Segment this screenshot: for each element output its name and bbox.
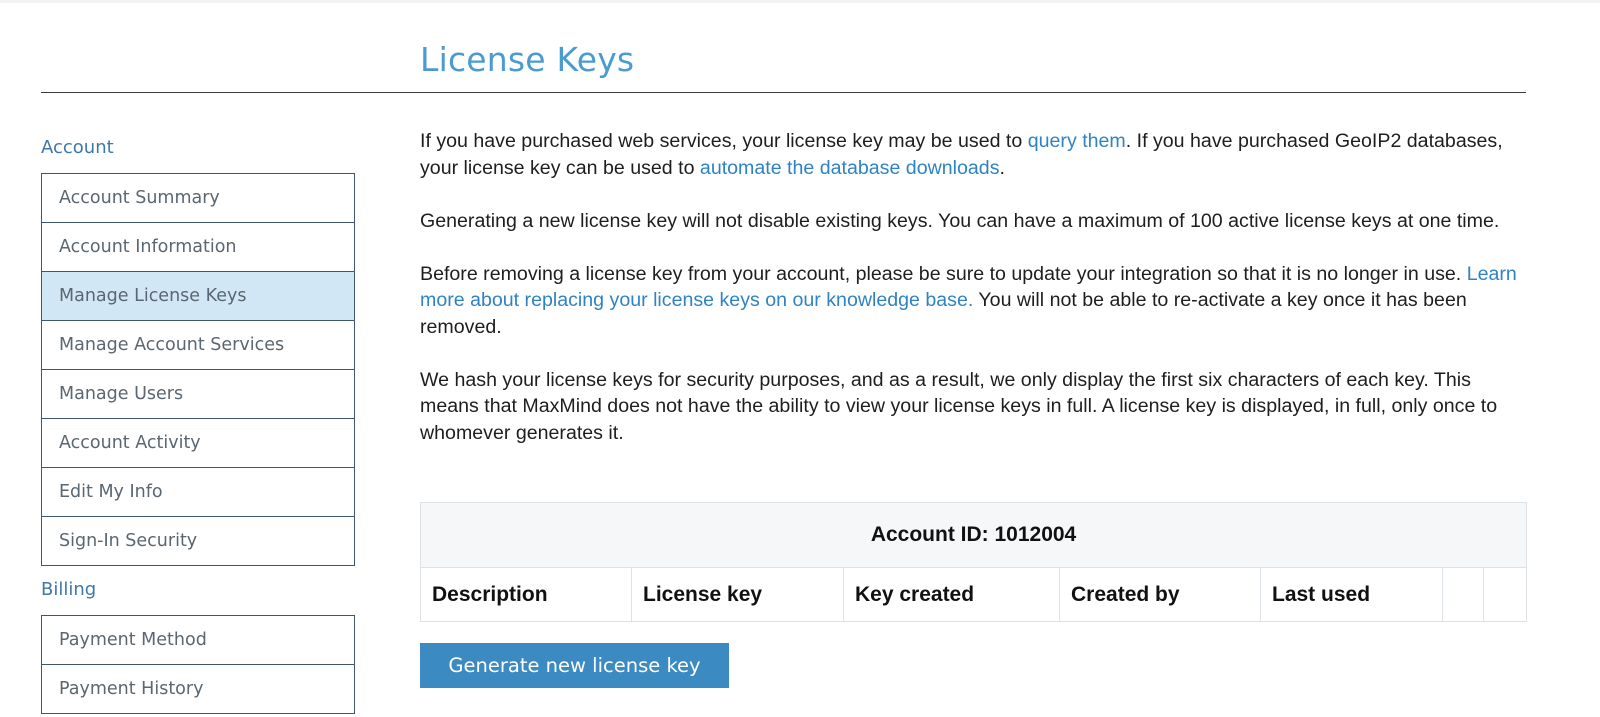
sidebar-item-manage-account-services[interactable]: Manage Account Services	[42, 320, 354, 369]
knowledge-base-link[interactable]: Learn more about replacing your license keys on our knowledge base.	[420, 262, 1517, 311]
account-id-header: Account ID: 1012004	[421, 503, 1527, 568]
column-header-description: Description	[421, 568, 632, 622]
automate-downloads-link[interactable]: automate the database downloads	[699, 156, 1000, 179]
intro-paragraph	[420, 128, 1526, 181]
column-header-created-by: Created by	[1060, 568, 1261, 622]
top-shade	[0, 0, 1600, 3]
sidebar-item-payment-history[interactable]: Payment History	[42, 664, 354, 713]
column-header-last-used: Last used	[1261, 568, 1443, 622]
query-them-link[interactable]: query them	[1027, 130, 1126, 152]
removal-paragraph	[420, 261, 1526, 341]
hash-paragraph: We hash your license keys for security purposes, and as a result, we only display the first six characters of each key. This means that MaxMind does not have the ability to view your license keys in full. A license key is displayed, in full, only once to whomever generates it.	[420, 368, 1498, 444]
sidebar-item-account-information[interactable]: Account Information	[42, 222, 354, 271]
sidebar-heading-billing: Billing	[41, 579, 97, 600]
max-keys-paragraph: Generating a new license key will not disable existing keys. You can have a maximum of 100 active license keys at one time.	[420, 209, 1500, 232]
column-header-blank-1	[1443, 568, 1484, 622]
intro-text-a: If you have purchased web services, your license key may be used to	[420, 130, 1028, 152]
table-header-row	[421, 568, 1527, 622]
sidebar-item-sign-in-security[interactable]: Sign-In Security	[42, 516, 354, 565]
sidebar-item-manage-users[interactable]: Manage Users	[42, 369, 354, 418]
removal-text-a: Before removing a license key from your account, please be sure to update your integration so that it is no longer in use.	[420, 262, 1467, 285]
sidebar-item-manage-license-keys[interactable]: Manage License Keys	[42, 271, 354, 320]
billing-nav-list	[41, 615, 355, 714]
license-keys-table	[420, 502, 1527, 622]
column-header-license-key: License key	[632, 568, 844, 622]
removal-text-b: You will not be able to re-activate a key once it has been removed.	[420, 289, 1467, 338]
sidebar-heading-account: Account	[41, 137, 114, 158]
intro-text-b: . If you have purchased GeoIP2 databases, your license key can be used to	[420, 130, 1503, 179]
sidebar-item-payment-method[interactable]: Payment Method	[59, 630, 207, 650]
column-header-blank-2	[1484, 568, 1527, 622]
sidebar-item-account-summary[interactable]: Account Summary	[59, 188, 220, 208]
sidebar-item-account-activity[interactable]: Account Activity	[42, 418, 354, 467]
account-nav-list	[41, 173, 355, 566]
sidebar	[41, 120, 355, 714]
main-content	[420, 128, 1526, 473]
title-divider	[41, 92, 1526, 93]
column-header-key-created: Key created	[844, 568, 1060, 622]
page-title: License Keys	[420, 40, 635, 79]
account-id-row	[421, 503, 1527, 568]
sidebar-item-edit-my-info[interactable]: Edit My Info	[42, 467, 354, 516]
generate-license-key-button[interactable]: Generate new license key	[420, 643, 729, 688]
intro-text-c: .	[999, 156, 1005, 179]
